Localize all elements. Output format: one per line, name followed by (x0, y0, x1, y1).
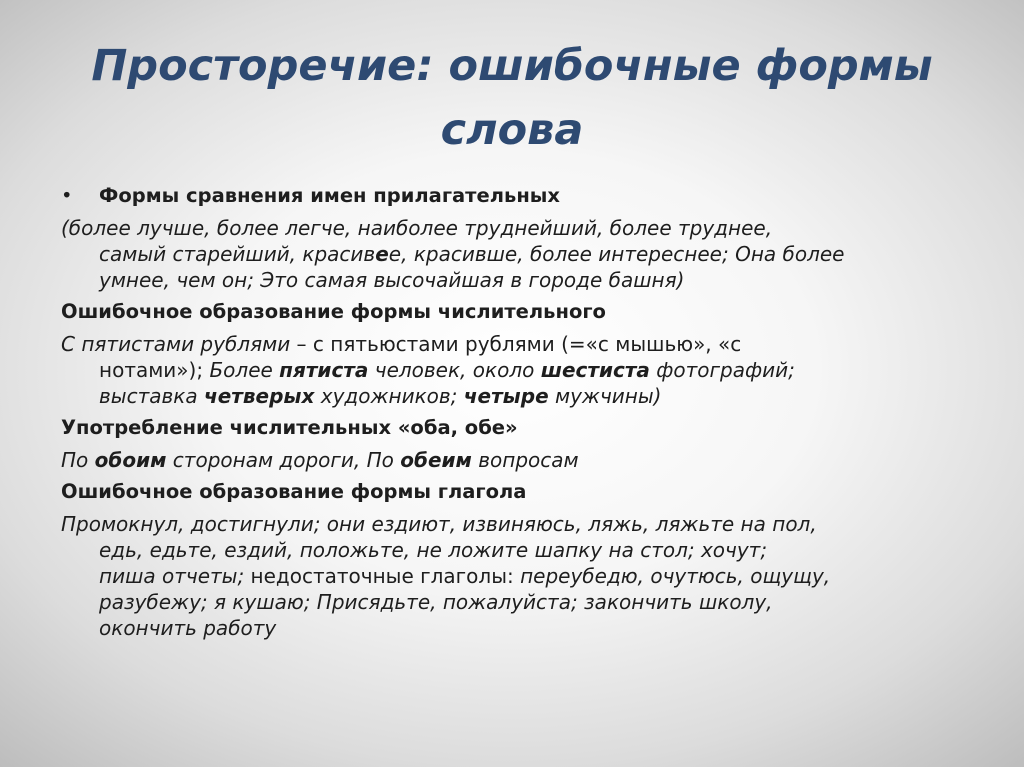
slide-content (61, 183, 971, 647)
example-line (61, 447, 971, 473)
example-text: Более (209, 358, 280, 382)
section-heading-numeral-forms: Ошибочное образование формы числительного (61, 300, 606, 323)
emphasis-word: шестиста (540, 358, 650, 382)
example-line (61, 357, 971, 383)
example-line (61, 383, 971, 409)
example-line: окончить работу (99, 616, 277, 640)
example-line: Промокнул, достигнули; они ездиют, извиняюсь, ляжь, ляжьте на пол, (61, 512, 817, 536)
emphasis-word: обоим (94, 448, 167, 472)
section-examples-numeral-forms (61, 331, 971, 409)
slide-title-line-2: слова (440, 105, 584, 155)
example-text: переубедю, очутюсь, ощущу, (520, 564, 831, 588)
example-text: С пятистами рублями (61, 332, 291, 356)
section-examples-adjective-comparison (61, 215, 971, 293)
example-line: (более лучше, более легче, наиболее труднейший, более труднее, (61, 216, 773, 240)
example-text: самый старейший, красив (99, 242, 376, 266)
example-text: фотографий; (649, 358, 795, 382)
section-heading-oba-obe: Употребление числительных «оба, обе» (61, 416, 518, 439)
example-text: художников; (314, 384, 464, 408)
emphasis-word: четверых (203, 384, 315, 408)
slide-title-line-1: Просторечие: ошибочные формы (91, 41, 933, 91)
example-text: сторонам дороги, По (166, 448, 401, 472)
example-text: – с пятьюстами рублями (=«с мышью», «с (290, 332, 742, 356)
emphasis-word: пятиста (279, 358, 369, 382)
example-text: нотами»); (99, 358, 210, 382)
example-line: умнее, чем он; Это самая высочайшая в городе башня) (99, 268, 685, 292)
example-line (61, 241, 971, 267)
example-text: недостаточные глаголы: (250, 564, 521, 588)
emphasis-word: обеим (400, 448, 472, 472)
example-line (61, 563, 971, 589)
slide-title (60, 34, 964, 162)
section-heading-text: Формы сравнения имен прилагательных (99, 184, 561, 207)
example-line: разубежу; я кушаю; Присядьте, пожалуйста; закончить школу, (99, 590, 773, 614)
example-text: человек, около (368, 358, 541, 382)
emphasis-word: четыре (463, 384, 549, 408)
section-heading-verb-forms: Ошибочное образование формы глагола (61, 480, 527, 503)
emphasis-letter: е (375, 242, 389, 266)
section-heading-adjective-comparison (61, 183, 971, 209)
example-text: вопросам (471, 448, 579, 472)
example-text: выставка (99, 384, 204, 408)
section-examples-oba-obe (61, 447, 971, 473)
example-text: По (61, 448, 95, 472)
bullet-icon: • (61, 184, 73, 207)
example-text: е, красивше, более интереснее; Она более (388, 242, 845, 266)
example-line (61, 331, 971, 357)
example-line: едь, едьте, ездий, положьте, не ложите шапку на стол; хочут; (99, 538, 768, 562)
example-text: пиша отчеты; (99, 564, 251, 588)
example-text: мужчины) (548, 384, 662, 408)
section-examples-verb-forms (61, 511, 971, 641)
